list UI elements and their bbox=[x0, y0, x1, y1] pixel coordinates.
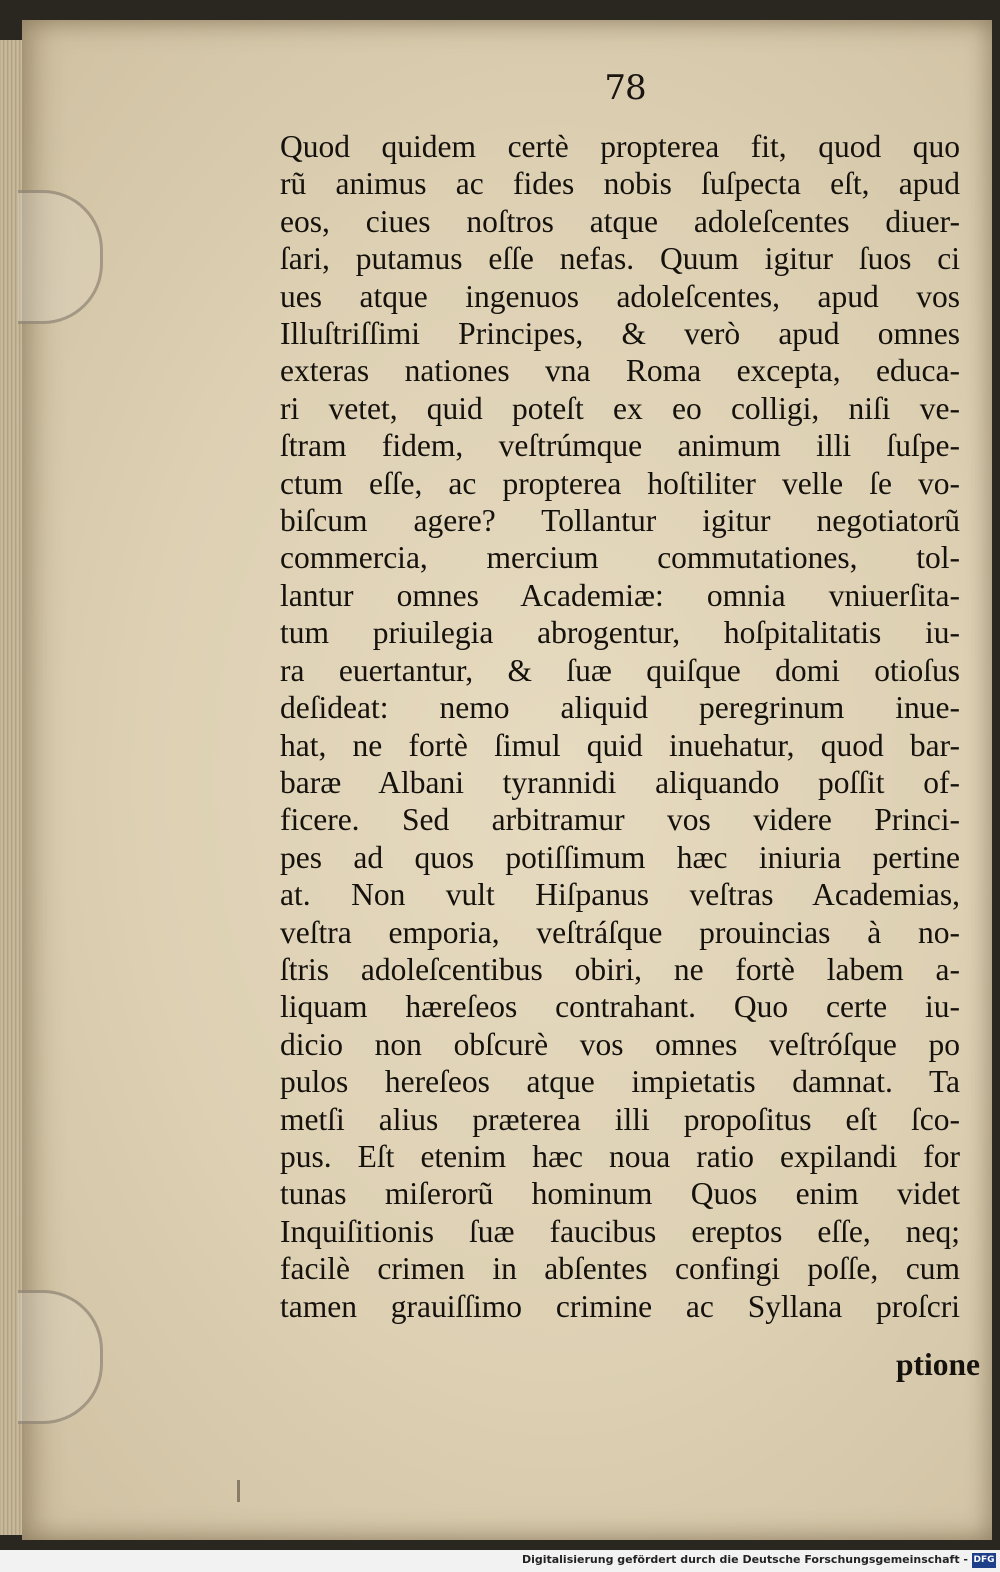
text-line: ues atque ingenuos adoleſcentes, apud vos bbox=[280, 278, 960, 314]
body-text bbox=[280, 128, 960, 1325]
text-line: at. Non vult Hiſpanus veſtras Academias, bbox=[280, 877, 960, 913]
text-line: pus. Eſt etenim hæc noua ratio expilandi for bbox=[280, 1138, 960, 1174]
page-number: 78 bbox=[604, 68, 646, 108]
digitization-footer bbox=[0, 1550, 1000, 1572]
text-line: ri vetet, quid poteſt ex eo colligi, niſi ve- bbox=[280, 390, 960, 426]
text-line: tum priuilegia abrogentur, hoſpitalitatis iu- bbox=[280, 615, 960, 651]
text-line: veſtra emporia, veſtráſque prouincias à no- bbox=[280, 914, 960, 950]
text-line: Inquiſitionis ſuæ faucibus ereptos eſſe, neq; bbox=[280, 1213, 960, 1249]
text-line: deſideat: nemo aliquid peregrinum inue- bbox=[280, 690, 960, 726]
text-line: ſtris adoleſcentibus obiri, ne fortè labem a- bbox=[280, 951, 960, 987]
text-line: facilè crimen in abſentes confingi poſſe, cum bbox=[280, 1251, 960, 1287]
text-line: exteras nationes vna Roma excepta, educa- bbox=[280, 353, 960, 389]
text-line: dicio non obſcurè vos omnes veſtróſque po bbox=[280, 1026, 960, 1062]
stray-ink-mark bbox=[237, 1480, 240, 1502]
text-line: lantur omnes Academiæ: omnia vniuerſita- bbox=[280, 577, 960, 613]
text-line: liquam hæreſeos contrahant. Quo certe iu- bbox=[280, 989, 960, 1025]
text-line: tamen grauiſſimo crimine ac Syllana proſcri bbox=[280, 1288, 960, 1324]
text-line: ſtram fidem, veſtrúmque animum illi ſuſpe- bbox=[280, 428, 960, 464]
dfg-logo-icon: DFG bbox=[972, 1553, 996, 1568]
text-line: tunas miſerorũ hominum Quos enim videt bbox=[280, 1176, 960, 1212]
text-line: baræ Albani tyrannidi aliquando poſſit of- bbox=[280, 764, 960, 800]
funding-credit: Digitalisierung gefördert durch die Deutsche Forschungsgemeinschaft - bbox=[521, 1553, 968, 1566]
page-clip-icon bbox=[18, 1290, 103, 1424]
text-line: pulos hereſeos atque impietatis damnat. Ta bbox=[280, 1064, 960, 1100]
text-line: eos, ciues noſtros atque adoleſcentes diuer- bbox=[280, 203, 960, 239]
text-line: rũ animus ac fides nobis ſuſpecta eſt, apud bbox=[280, 166, 960, 202]
text-line: Quod quidem certè propterea fit, quod quo bbox=[280, 129, 960, 164]
text-line: ra euertantur, & ſuæ quiſque domi otioſus bbox=[280, 652, 960, 688]
text-line: ctum eſſe, ac propterea hoſtiliter velle ſe vo- bbox=[280, 465, 960, 501]
text-line: ſari, putamus eſſe nefas. Quum igitur ſuos ci bbox=[280, 241, 960, 277]
text-line: biſcum agere? Tollantur igitur negotiatorũ bbox=[280, 503, 960, 539]
text-line: Illuſtriſſimi Principes, & verò apud omnes bbox=[280, 316, 960, 352]
page-clip-icon bbox=[18, 190, 103, 324]
catchword: ptione bbox=[895, 1347, 980, 1382]
text-line: pes ad quos potiſſimum hæc iniuria pertine bbox=[280, 839, 960, 875]
text-line: ficere. Sed arbitramur vos videre Princi- bbox=[280, 802, 960, 838]
text-line: commercia, mercium commutationes, tol- bbox=[280, 540, 960, 576]
text-line: hat, ne fortè ſimul quid inuehatur, quod bar- bbox=[280, 727, 960, 763]
text-line: metſi alius præterea illi propoſitus eſt ſco- bbox=[280, 1101, 960, 1137]
